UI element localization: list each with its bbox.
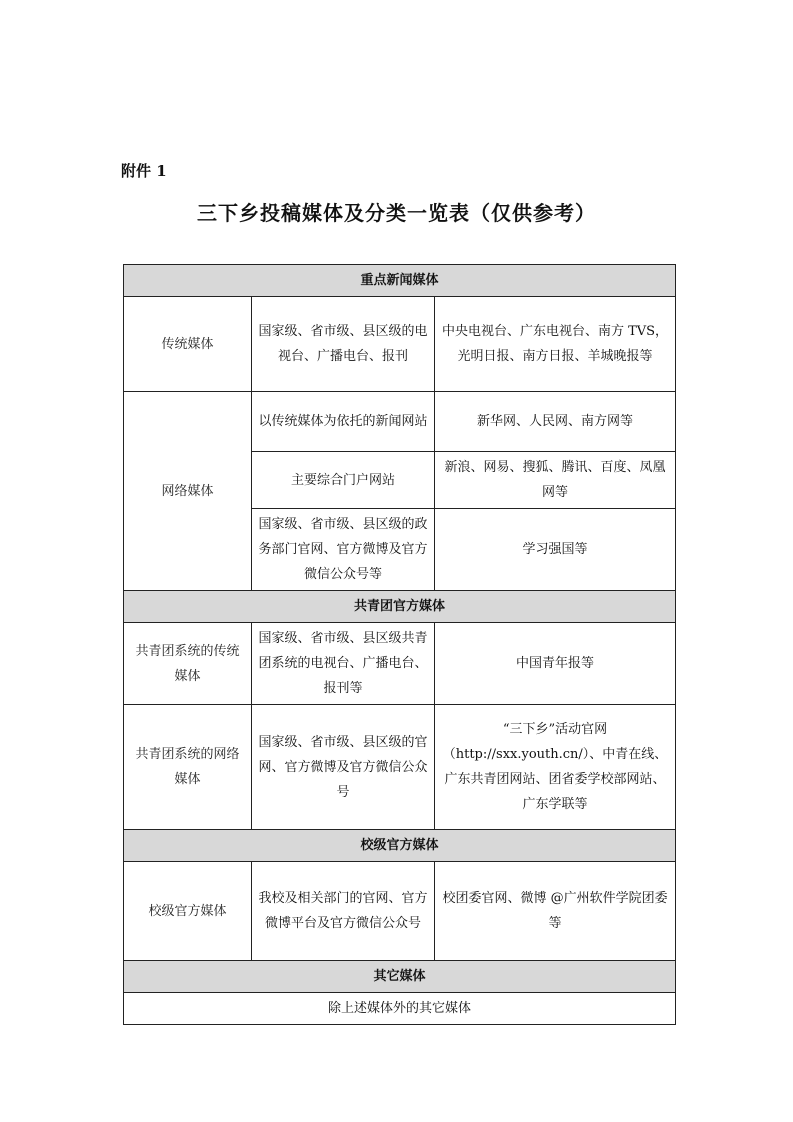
description-cell: 国家级、省市级、县区级的电视台、广播电台、报刊 (252, 297, 435, 392)
section-header-school (124, 830, 676, 862)
category-cell: 校级官方媒体 (124, 862, 252, 961)
attachment-label: 附件 1 (121, 162, 167, 180)
section-header-youth-league (124, 591, 676, 623)
table-row (124, 862, 676, 961)
section-title: 其它媒体 (124, 961, 676, 993)
description-cell: 国家级、省市级、县区级的官网、官方微博及官方微信公众号 (252, 705, 435, 830)
table-row (124, 623, 676, 705)
description-cell: 以传统媒体为依托的新闻网站 (252, 392, 435, 452)
description-cell: 我校及相关部门的官网、官方微博平台及官方微信公众号 (252, 862, 435, 961)
category-cell: 网络媒体 (124, 392, 252, 591)
media-table (123, 264, 676, 1025)
description-cell: 除上述媒体外的其它媒体 (124, 993, 676, 1025)
examples-cell: 中央电视台、广东电视台、南方 TVS，光明日报、南方日报、羊城晚报等 (435, 297, 676, 392)
section-title: 共青团官方媒体 (124, 591, 676, 623)
examples-cell: 新华网、人民网、南方网等 (435, 392, 676, 452)
document-title: 三下乡投稿媒体及分类一览表（仅供参考） (197, 201, 596, 225)
examples-cell: 中国青年报等 (435, 623, 676, 705)
description-cell: 主要综合门户网站 (252, 452, 435, 509)
examples-cell: “三下乡”活动官网（http://sxx.youth.cn/）、中青在线、广东共青团网站、团省委学校部网站、广东学联等 (435, 705, 676, 830)
table-row (124, 993, 676, 1025)
section-title: 重点新闻媒体 (124, 265, 676, 297)
category-cell: 共青团系统的网络媒体 (124, 705, 252, 830)
description-cell: 国家级、省市级、县区级的政务部门官网、官方微博及官方微信公众号等 (252, 509, 435, 591)
section-header-key-news (124, 265, 676, 297)
section-title: 校级官方媒体 (124, 830, 676, 862)
examples-cell: 新浪、网易、搜狐、腾讯、百度、凤凰网等 (435, 452, 676, 509)
description-cell: 国家级、省市级、县区级共青团系统的电视台、广播电台、报刊等 (252, 623, 435, 705)
examples-cell: 学习强国等 (435, 509, 676, 591)
category-cell: 传统媒体 (124, 297, 252, 392)
table-row (124, 392, 676, 452)
section-header-other (124, 961, 676, 993)
category-cell: 共青团系统的传统媒体 (124, 623, 252, 705)
examples-cell: 校团委官网、微博 @广州软件学院团委等 (435, 862, 676, 961)
table-row (124, 705, 676, 830)
table-row (124, 297, 676, 392)
